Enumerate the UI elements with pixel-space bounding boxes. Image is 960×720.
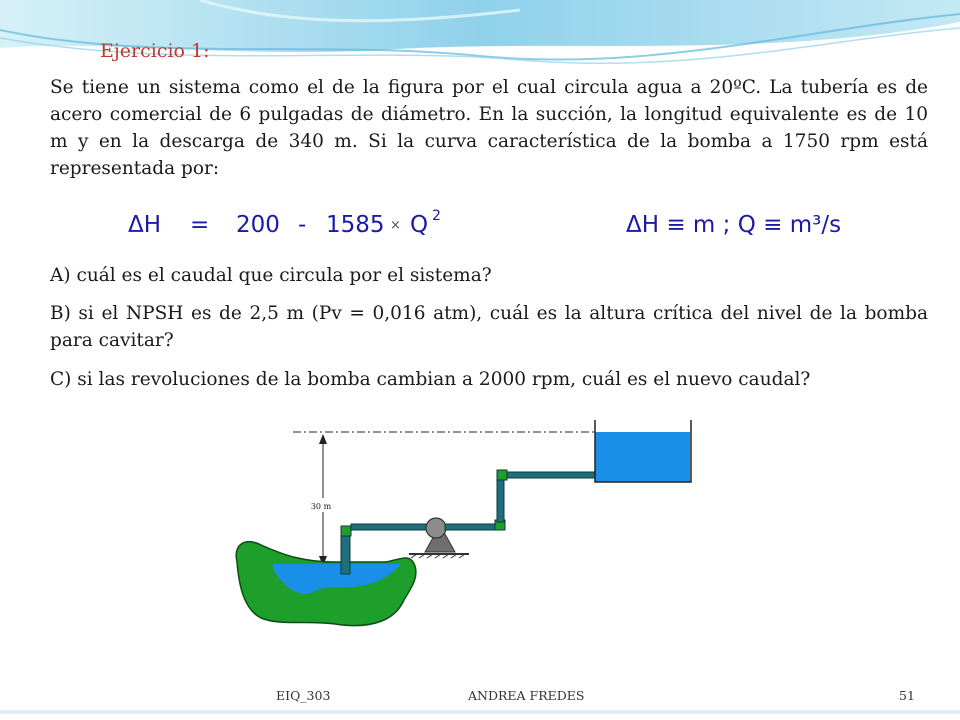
pump-body [426, 518, 446, 538]
question-c: C) si las revoluciones de la bomba cambian a 2000 rpm, cuál es el nuevo caudal? [50, 369, 811, 390]
suction-elbow [341, 526, 351, 536]
exercise-heading: Ejercicio 1: [100, 40, 210, 62]
pump-system-diagram [225, 412, 705, 637]
arrow-up-icon [319, 434, 327, 444]
pump-curve-formula [128, 208, 858, 244]
formula-equals: = [190, 212, 210, 238]
footer-course: EIQ_303 [276, 688, 331, 703]
problem-statement: Se tiene un sistema como el de la figura por el cual circula agua a 20ºC. La tubería es de acero comercial de 6 pulgadas de diámetro. En la succión, la longitud equivalente es de 10 m y en la descarga de 340 m. Si la curva característica de la bomba a 1750 rpm está representada por: [50, 77, 928, 179]
discharge-pipe-horizontal [445, 524, 503, 530]
upper-tank-water [595, 432, 690, 482]
discharge-pipe-top [507, 472, 597, 478]
formula-exponent: 2 [432, 208, 441, 224]
question-b: B) si el NPSH es de 2,5 m (Pv = 0,016 atm), cuál es la altura crítica del nivel de la bomba para cavitar? [50, 303, 928, 351]
height-label: 30 m [310, 502, 332, 511]
formula-constant: 200 [236, 212, 280, 238]
footer-page-number: 51 [899, 688, 915, 703]
discharge-elbow-upper [497, 470, 507, 480]
formula-coefficient: 1585 [326, 212, 385, 238]
suction-pipe-vertical [341, 530, 350, 574]
formula-times: × [390, 218, 401, 233]
discharge-pipe-vertical [497, 478, 504, 522]
formula-units: ΔH ≡ m ; Q ≡ m³/s [626, 212, 842, 238]
suction-pipe-horizontal [351, 524, 431, 530]
formula-minus: - [298, 212, 307, 238]
formula-delta-h: ΔH [128, 212, 162, 238]
formula-q: Q [410, 212, 429, 238]
question-a: A) cuál es el caudal que circula por el sistema? [50, 265, 492, 286]
footer-author: ANDREA FREDES [468, 688, 585, 703]
